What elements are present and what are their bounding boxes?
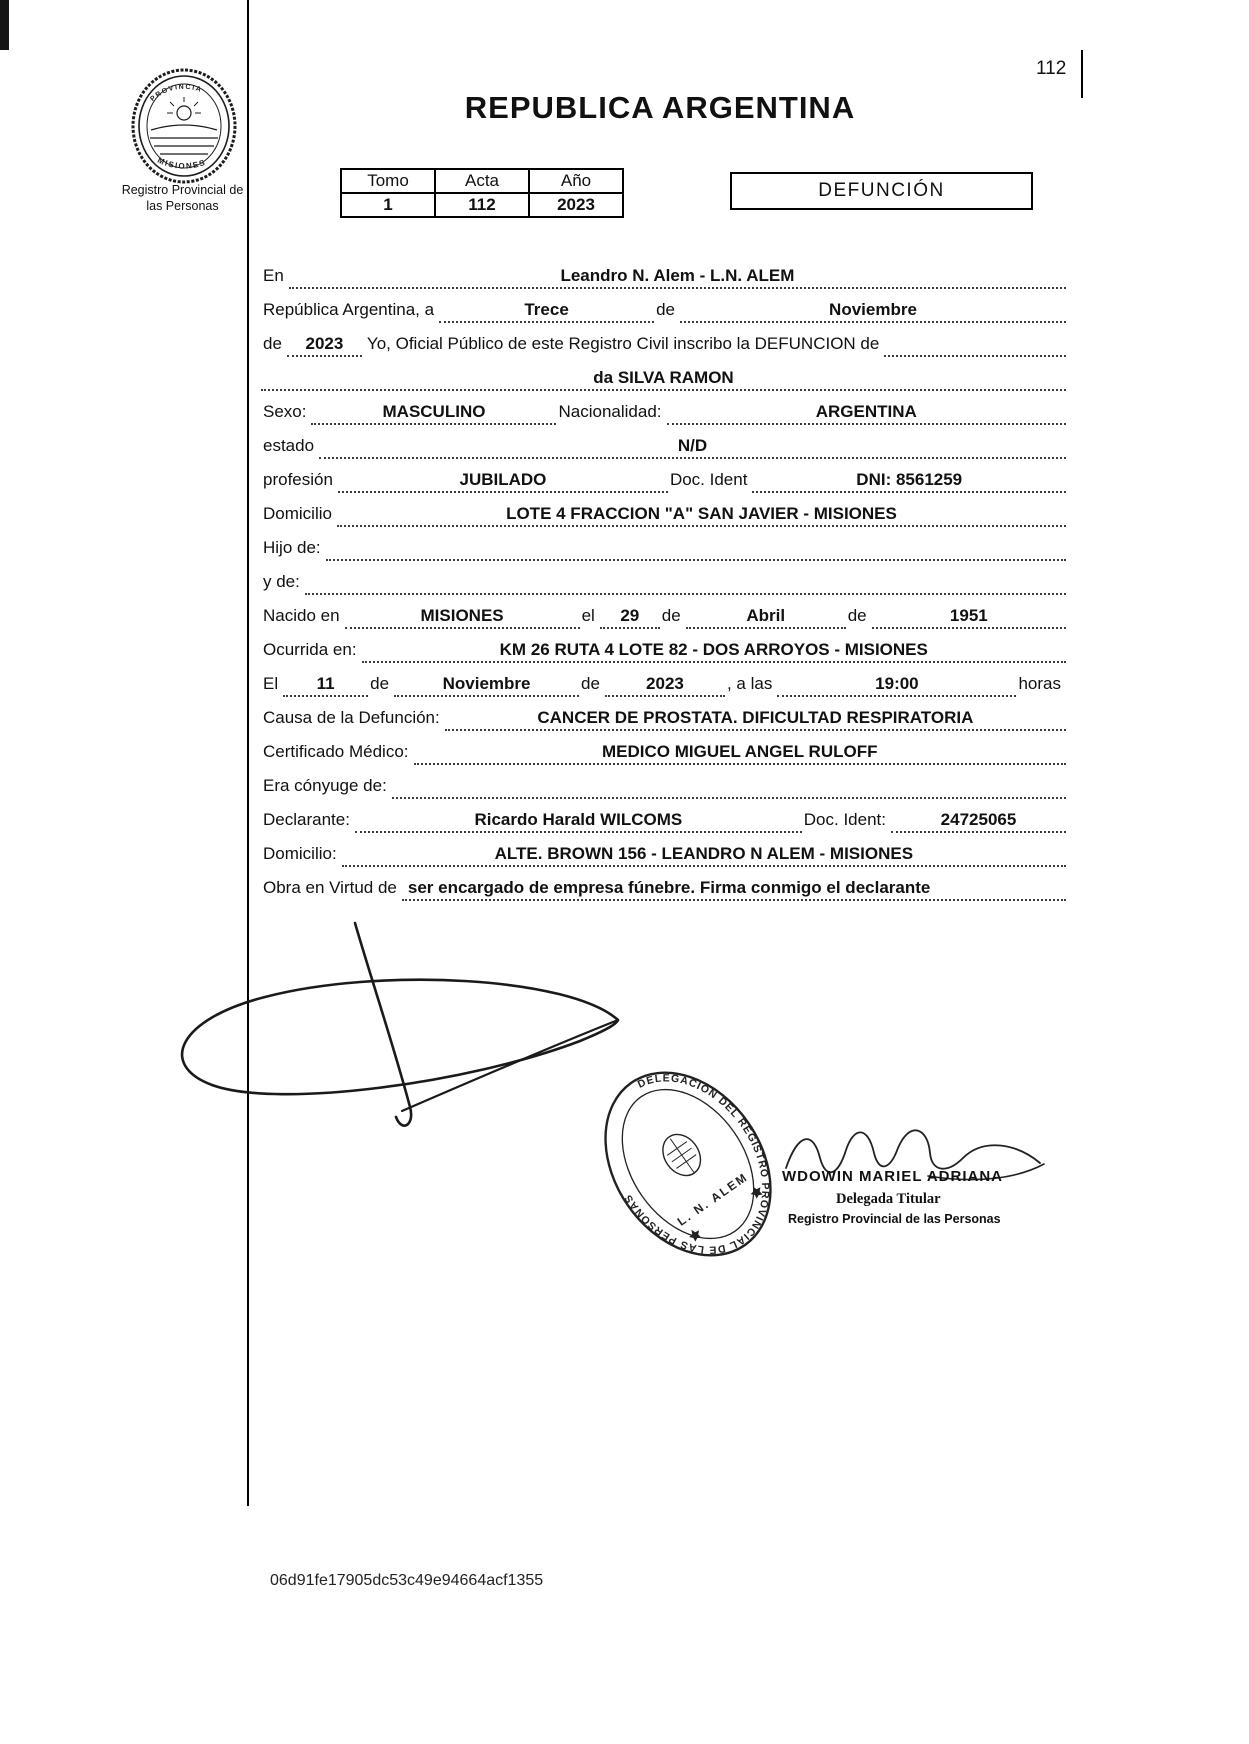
form-row-nacido <box>261 595 1066 629</box>
form-row-obra <box>261 867 1066 901</box>
field-label-de-4: de <box>847 606 867 625</box>
form-row-domicilio-declarante <box>261 833 1066 867</box>
stamp-ring-text: DELEGACION DEL REGISTRO PROVINCIAL DE LAS PERSONAS <box>621 1072 772 1256</box>
left-margin-rule <box>247 0 249 1506</box>
field-label-de-2: de <box>263 334 282 353</box>
field-value-hijo-de <box>326 558 1066 561</box>
field-value-causa: CANCER DE PROSTATA. DIFICULTAD RESPIRATORIA <box>445 708 1066 731</box>
field-value-doc-ident: DNI: 8561259 <box>752 470 1066 493</box>
seal-caption-line1: Registro Provincial de <box>121 183 244 197</box>
form-row-sexo <box>261 391 1066 425</box>
form-row-estado <box>261 425 1066 459</box>
officer-title: Delegada Titular <box>836 1191 941 1207</box>
scan-artifact <box>0 0 9 50</box>
field-value-dia-registro: Trece <box>439 300 654 323</box>
field-value-y-de <box>305 592 1066 595</box>
stamp-inner-text: L. N. ALEM <box>674 1169 751 1229</box>
form-row-declarante <box>261 799 1066 833</box>
field-value-estado: N/D <box>319 436 1066 459</box>
field-label-obra: Obra en Virtud de <box>263 878 397 897</box>
right-margin-rule <box>1081 50 1083 98</box>
field-value-mes-registro: Noviembre <box>680 300 1066 323</box>
field-label-certificado: Certificado Médico: <box>263 742 409 761</box>
field-value-dia-defuncion: 11 <box>283 674 368 697</box>
field-label-de-6: de <box>581 674 600 693</box>
field-value-domicilio-declarante: ALTE. BROWN 156 - LEANDRO N ALEM - MISIONES <box>342 844 1066 867</box>
page-number: 112 <box>1036 58 1067 79</box>
form-row-hijo-de <box>261 527 1066 561</box>
field-label-causa: Causa de la Defunción: <box>263 708 440 727</box>
field-label-declarante: Declarante: <box>263 810 350 829</box>
form-row-en <box>261 255 1066 289</box>
field-label-horas: horas <box>1018 674 1061 693</box>
form-row-conyuge <box>261 765 1066 799</box>
record-table-header-tomo: Tomo <box>341 169 435 193</box>
field-value-dia-nacimiento: 29 <box>600 606 660 629</box>
footer-hash: 06d91fe17905dc53c49e94664acf1355 <box>270 1572 544 1589</box>
field-value-certificado: MEDICO MIGUEL ANGEL RULOFF <box>414 742 1066 765</box>
form-row-y-de <box>261 561 1066 595</box>
field-label-profesion: profesión <box>263 470 333 489</box>
form-row-fecha-defuncion <box>261 663 1066 697</box>
field-label-republica: República Argentina, a <box>263 300 435 319</box>
form-row-profesion <box>261 459 1066 493</box>
record-table-value-acta: 112 <box>435 193 529 217</box>
field-value-anio-nacimiento: 1951 <box>872 606 1066 629</box>
form-row-certificado <box>261 731 1066 765</box>
form-row-ocurrida <box>261 629 1066 663</box>
field-value-declarante: Ricardo Harald WILCOMS <box>355 810 802 833</box>
record-type-box: DEFUNCIÓN <box>730 172 1033 210</box>
field-value-obra: ser encargado de empresa fúnebre. Firma conmigo el declarante <box>402 878 1066 901</box>
field-label-de-5: de <box>370 674 390 693</box>
field-label-de-1: de <box>656 300 675 319</box>
field-label-hijo-de: Hijo de: <box>263 538 321 557</box>
field-value-place-registered: Leandro N. Alem - L.N. ALEM <box>289 266 1066 289</box>
seal-bottom-text: MISIONES <box>156 155 208 171</box>
record-table-header-anio: Año <box>529 169 623 193</box>
form-row-fecha-registro <box>261 289 1066 323</box>
field-value-doc-ident-declarante: 24725065 <box>891 810 1066 833</box>
field-label-ocurrida-en: Ocurrida en: <box>263 640 357 659</box>
field-label-estado: estado <box>263 436 315 455</box>
page-title: REPUBLICA ARGENTINA <box>464 90 856 125</box>
field-label-a-las: , a las <box>726 674 773 693</box>
field-label-y-de: y de: <box>263 572 300 591</box>
certificate-form <box>261 255 1066 901</box>
field-label-domicilio-declarante: Domicilio: <box>263 844 337 863</box>
form-row-causa <box>261 697 1066 731</box>
delegation-stamp <box>593 1053 783 1275</box>
provincial-seal-icon <box>128 66 240 188</box>
field-value-lugar-nacimiento: MISIONES <box>345 606 580 629</box>
field-label-nacido-en: Nacido en <box>263 606 340 625</box>
field-value-conyuge <box>392 796 1066 799</box>
field-label-domicilio: Domicilio <box>263 504 332 523</box>
field-value-mes-nacimiento: Abril <box>686 606 846 629</box>
field-label-el-2: El <box>263 674 279 693</box>
field-value-sexo: MASCULINO <box>311 402 556 425</box>
field-value-lugar-defuncion: KM 26 RUTA 4 LOTE 82 - DOS ARROYOS - MISIONES <box>362 640 1066 663</box>
seal-caption-line2: las Personas <box>146 199 219 214</box>
field-value-domicilio: LOTE 4 FRACCION "A" SAN JAVIER - MISIONES <box>337 504 1066 527</box>
field-value-profesion: JUBILADO <box>338 470 668 493</box>
field-label-nacionalidad: Nacionalidad: <box>558 402 662 421</box>
record-table <box>340 168 624 218</box>
form-row-fallecido <box>261 357 1066 391</box>
declarant-signature <box>150 915 650 1150</box>
form-row-anio-registro <box>261 323 1066 357</box>
field-label-doc-ident: Doc. Ident <box>669 470 748 489</box>
seal-caption <box>100 182 265 215</box>
field-value-nacionalidad: ARGENTINA <box>667 402 1067 425</box>
field-value-empty-1 <box>884 354 1066 357</box>
field-value-anio-defuncion: 2023 <box>605 674 725 697</box>
field-value-nombre-fallecido: da SILVA RAMON <box>261 368 1066 391</box>
field-value-mes-defuncion: Noviembre <box>394 674 579 697</box>
field-label-doc-ident-declarante: Doc. Ident: <box>803 810 886 829</box>
field-label-de-3: de <box>661 606 681 625</box>
field-value-anio-registro: 2023 <box>287 334 362 357</box>
record-table-value-tomo: 1 <box>341 193 435 217</box>
svg-text:MISIONES <box>156 156 207 171</box>
field-label-conyuge: Era cónyuge de: <box>263 776 387 795</box>
field-label-el: el <box>581 606 595 625</box>
field-label-en: En <box>263 266 284 285</box>
record-table-header-acta: Acta <box>435 169 529 193</box>
field-label-sexo: Sexo: <box>263 402 307 421</box>
field-static-inscribo: Yo, Oficial Público de este Registro Civil inscribo la DEFUNCION de <box>366 334 880 353</box>
record-table-value-row <box>341 193 623 217</box>
form-row-domicilio <box>261 493 1066 527</box>
seal-top-text: PROVINCIA <box>149 83 204 103</box>
record-table-header-row <box>341 169 623 193</box>
record-table-value-anio: 2023 <box>529 193 623 217</box>
officer-org: Registro Provincial de las Personas <box>788 1212 1001 1226</box>
field-value-hora-defuncion: 19:00 <box>777 674 1016 697</box>
officer-name: WDOWIN MARIEL ADRIANA <box>782 1168 1003 1185</box>
